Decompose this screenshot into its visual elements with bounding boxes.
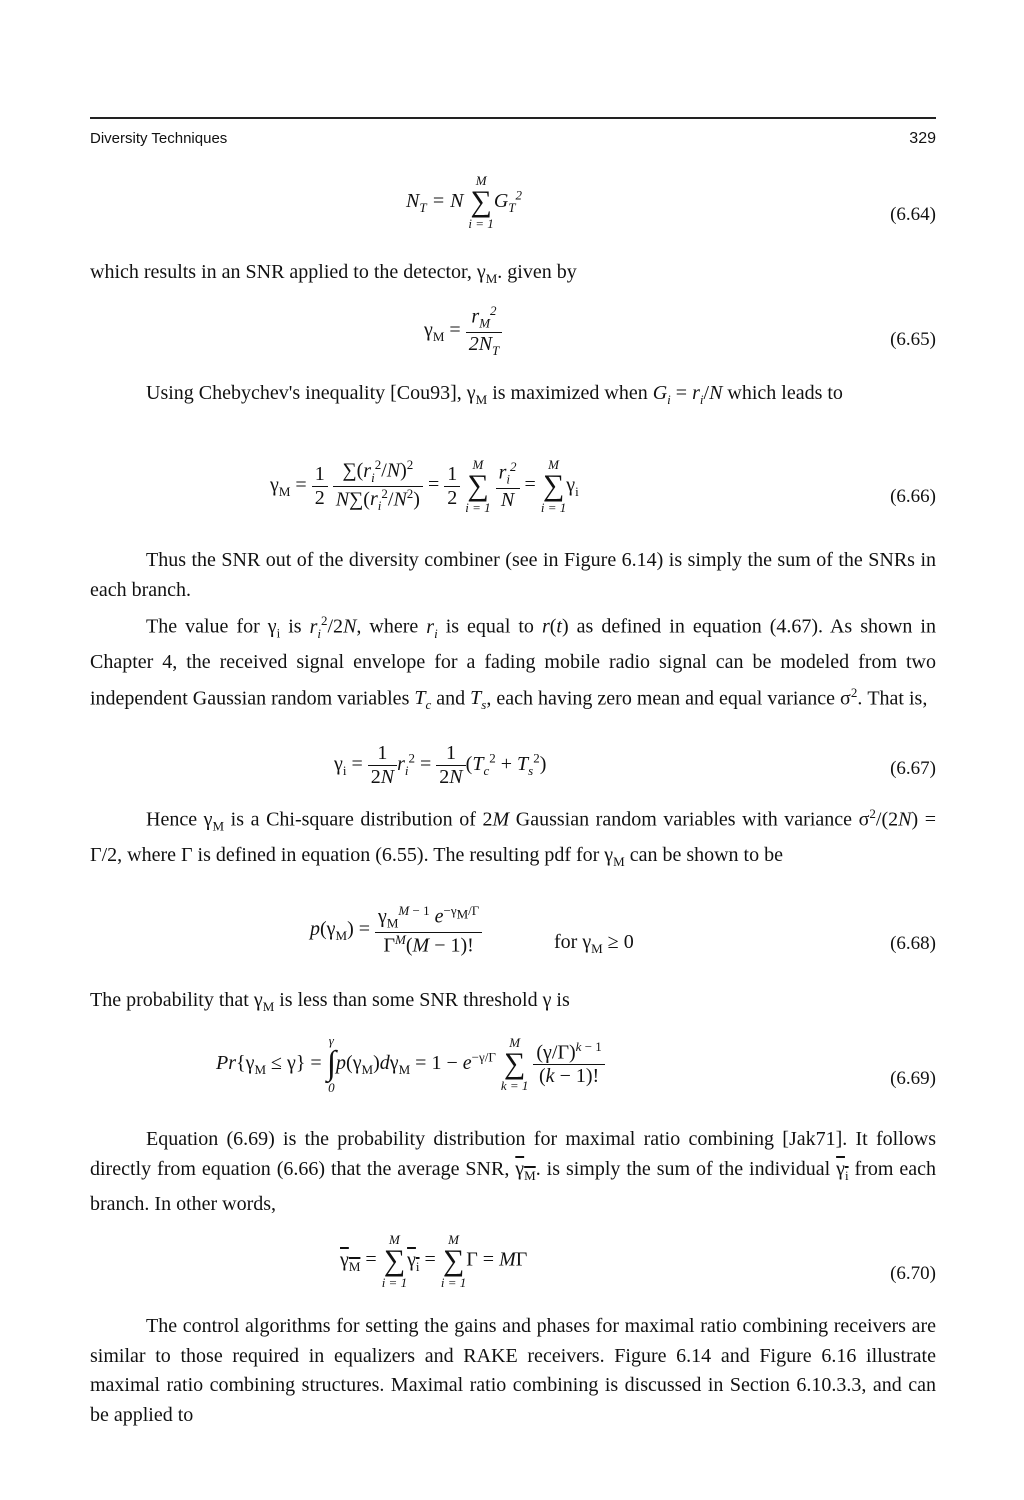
paragraph-6: The probability that $\gamma_M$ is less than some SNR threshold γ is <box>90 989 570 1014</box>
paragraph-4: The value for $\gamma_i$ is $r_i^2/2N$, where $r_i$ is equal to r(t) as defined in equation (4.67). As shown in Chapter 4, the received signal envelope for a fading mobile radio signal can be modeled from two independent Gaussian random variables $T_c$ and $T_s$, each having zero mean and equal variance $\sigma^2$. That is, <box>90 613 936 713</box>
page-number: 329 <box>909 130 936 147</box>
eq-number-6-66: (6.66) <box>890 486 936 507</box>
eq-number-6-70: (6.70) <box>890 1263 936 1284</box>
header-rule <box>90 117 936 119</box>
eq-number-6-67: (6.67) <box>890 758 936 779</box>
equation-6-68: $p(\gamma_M)$ = $\frac{\gamma_M^{M - 1} e^{-\gamma_M/\Gamma}}{\Gamma^M(M - 1)!}$ <box>310 904 482 957</box>
eq-6-68-condition: for $\gamma_M \ge 0$ <box>554 931 634 956</box>
equation-6-66: $\gamma_M$ = $\frac{1}{2}$ $\frac{\sum(r_i^2/N)^2}{N\sum(r_i^2/N^2)}$ = $\frac{1}{2}$ M ∑ i = 1 $\frac{r_i^2}{N}$ = M ∑ i = 1 $\gamma_i$ <box>270 457 579 516</box>
eq-number-6-69: (6.69) <box>890 1068 936 1089</box>
equation-6-64 <box>406 174 522 230</box>
eq-6-64-body: $G_T^2$ <box>493 186 522 215</box>
paragraph-2: Using Chebychev's inequality [Cou93], $\gamma_M$ is maximized when $G_i = r_i/N$ which leads to <box>146 382 843 407</box>
eq-6-64-lhs: $N_T = N$ <box>406 189 464 215</box>
eq-number-6-65: (6.65) <box>890 329 936 350</box>
equation-6-70: $\gamma_M$ = M ∑ i = 1 $\gamma_i$ = M ∑ i = 1 Γ = MΓ <box>340 1232 528 1290</box>
equation-6-65: $\gamma_M$ = $\frac{r_M^2}{2N_T}$ <box>424 304 502 359</box>
paragraph-8: The control algorithms for setting the gains and phases for maximal ratio combining receivers are similar to those required in equalizers and RAKE receivers. Figure 6.14 and Figure 6.16 illustrate maximal ratio combining structures. Maximal ratio combining is discussed in Section 6.10.3.3, and can be applied to <box>90 1315 936 1426</box>
eq-number-6-68: (6.68) <box>890 933 936 954</box>
paragraph-7: Equation (6.69) is the probability distribution for maximal ratio combining [Jak71]. It follows directly from equation (6.66) that the average SNR, $\gamma_M$. is simply the sum of the individual $\gamma_i$ from each branch. In other words, <box>90 1128 936 1215</box>
paragraph-3: Thus the SNR out of the diversity combiner (see in Figure 6.14) is simply the sum of the SNRs in each branch. <box>90 549 936 601</box>
paragraph-1: which results in an SNR applied to the detector, $\gamma_M$. given by <box>90 261 577 286</box>
summation-symbol: M ∑ i = 1 <box>468 173 494 231</box>
eq-number-6-64: (6.64) <box>890 204 936 225</box>
paragraph-5: Hence $\gamma_M$ is a Chi-square distribution of 2M Gaussian random variables with variance $\sigma^2/(2N) = \Gamma/2$, where Γ is defined in equation (6.55). The resulting pdf for $\gamma_M$ can be shown to be <box>90 806 937 870</box>
equation-6-69: $Pr\{\gamma_M \le \gamma\}$ = γ ∫ 0 $p(\gamma_M)d\gamma_M = 1 - e^{-\gamma/\Gamma}$ M ∑ k = 1 $\frac{(\gamma/\Gamma)^{k - 1}}{(k - 1)!}$ <box>216 1034 605 1094</box>
running-title: Diversity Techniques <box>90 130 228 147</box>
equation-6-67: $\gamma_i$ = $\frac{1}{2N}$ $r_i^2$ = $\frac{1}{2N}$ $(T_c^2 + T_s^2)$ <box>334 742 547 788</box>
